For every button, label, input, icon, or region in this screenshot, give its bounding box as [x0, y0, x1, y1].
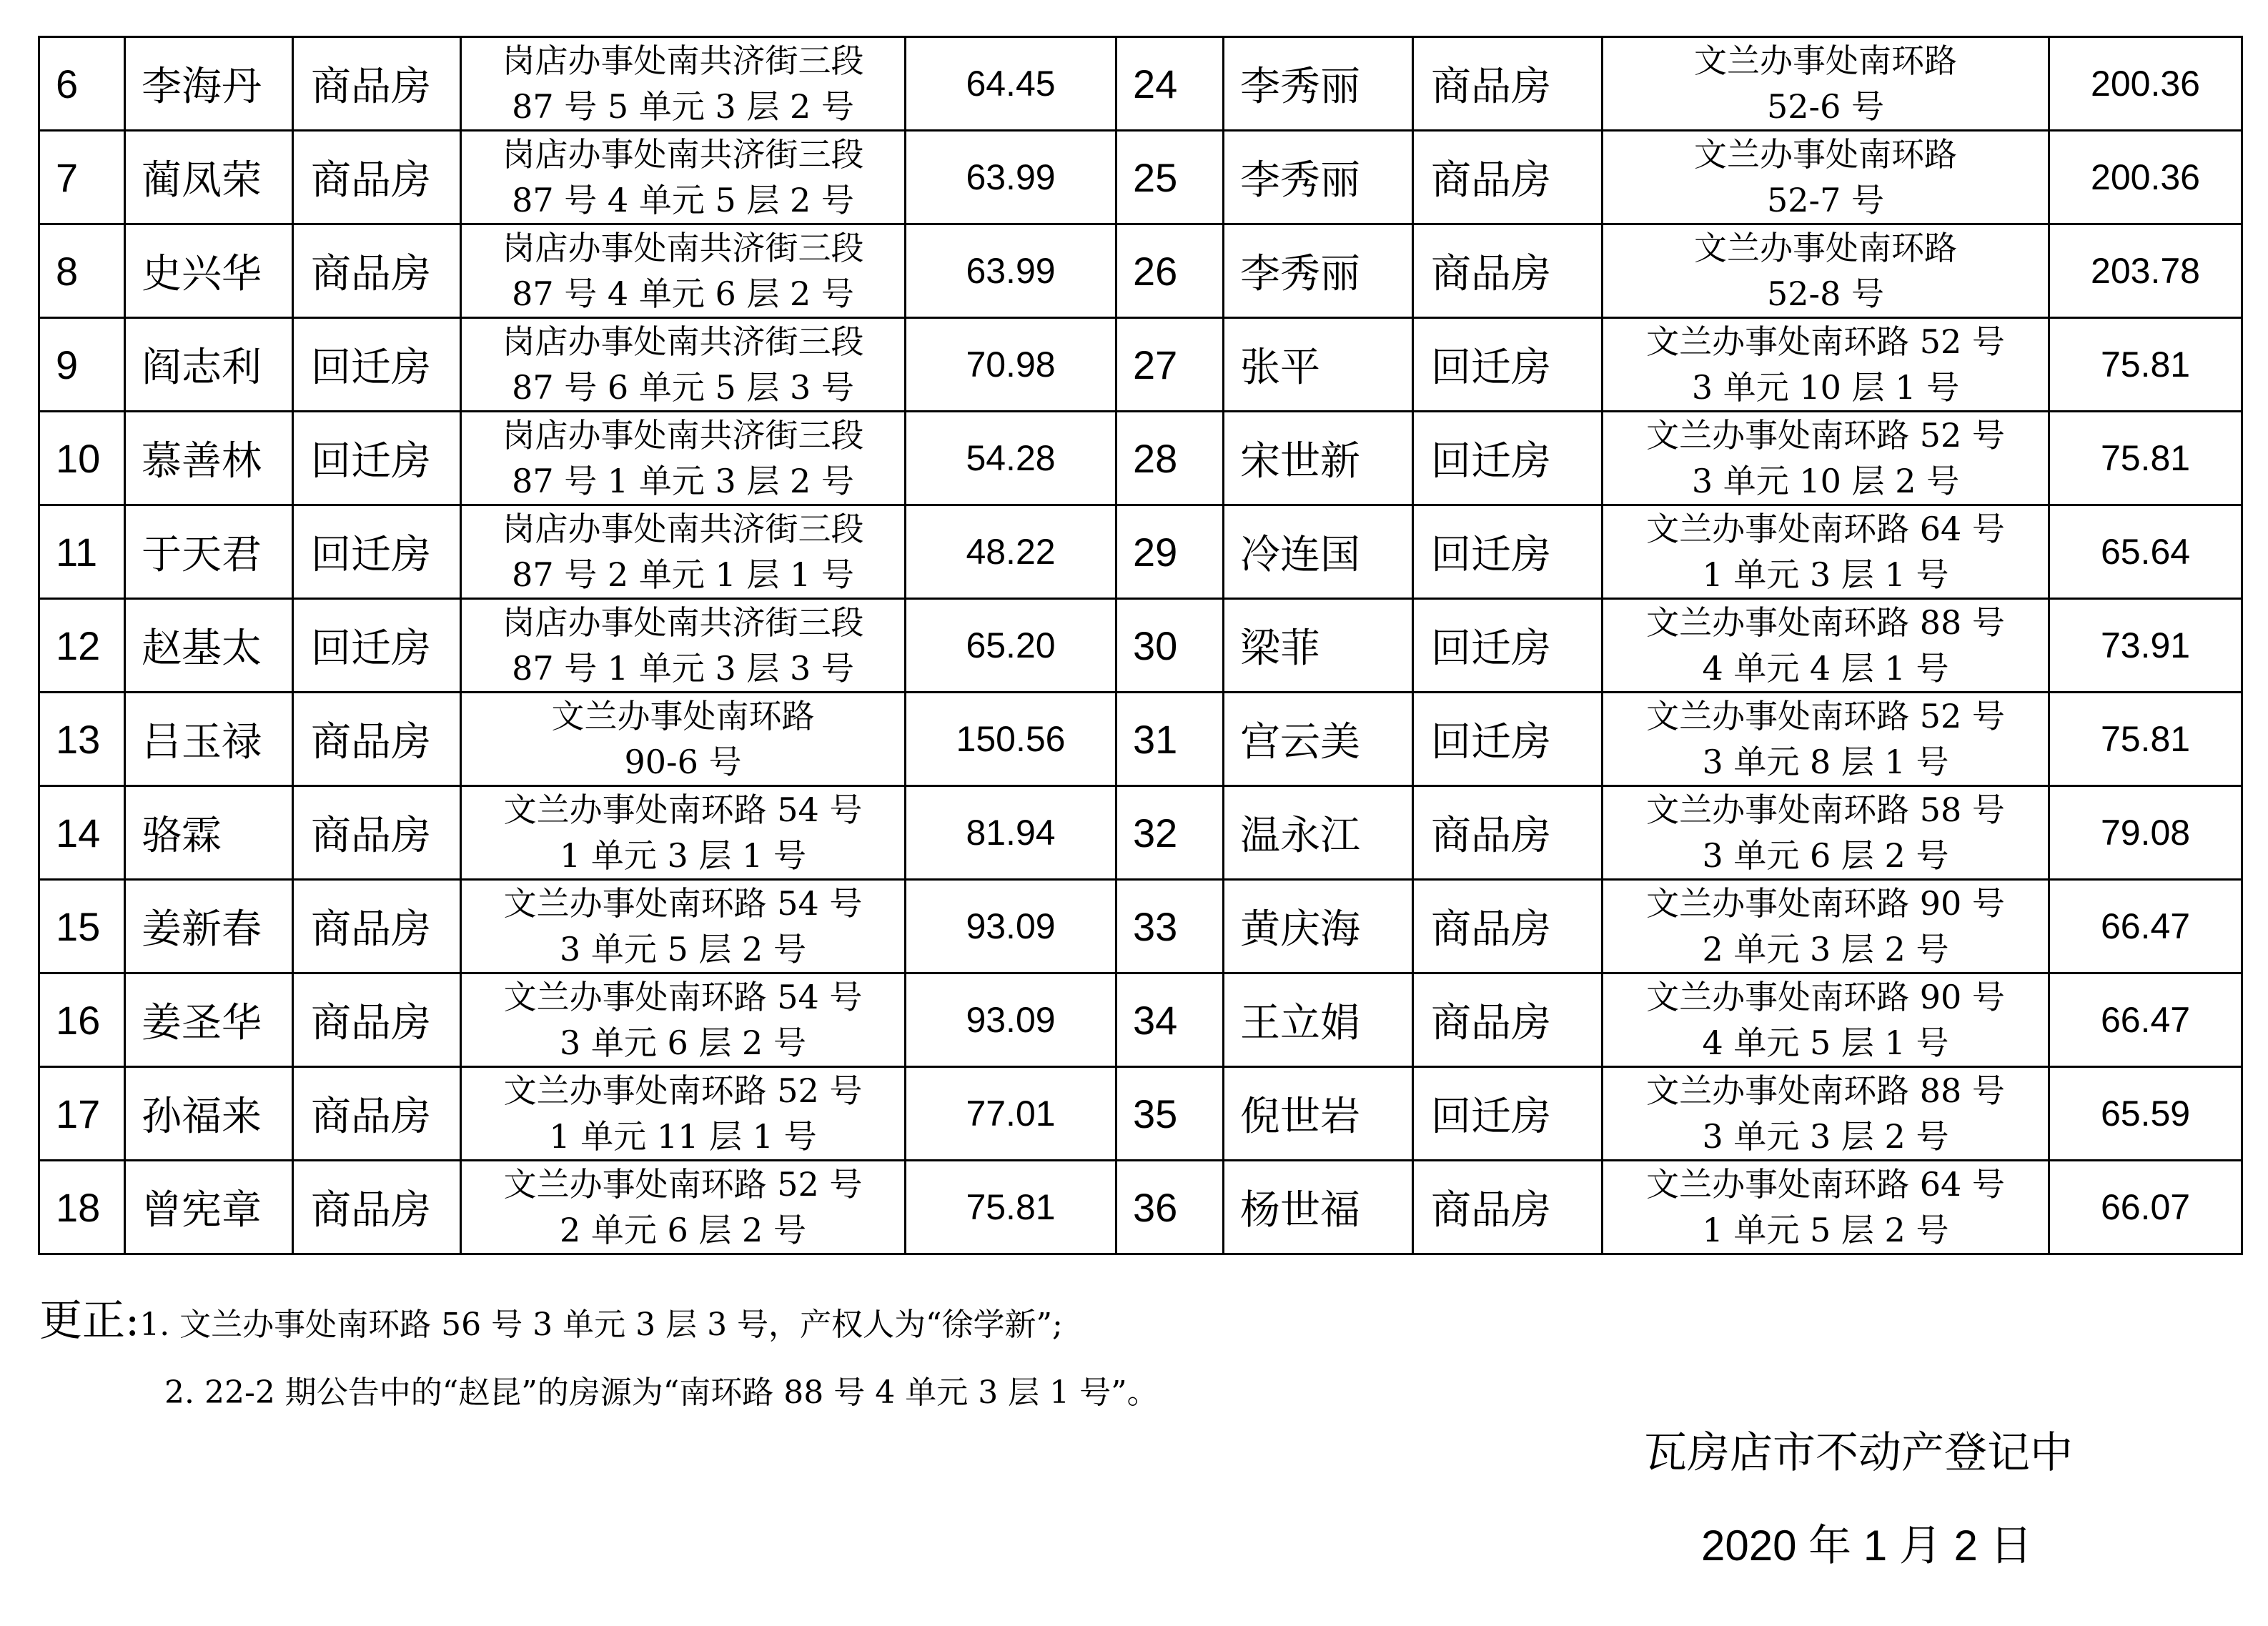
record-number-cell: 24 [1116, 37, 1224, 131]
table-row [39, 786, 2242, 880]
address-line-1: 文兰办事处南环路 52 号 [503, 1165, 863, 1204]
address-line-1: 文兰办事处南环路 52 号 [1646, 322, 2005, 361]
housing-type-cell: 商品房 [293, 693, 461, 786]
owner-name-cell: 姜新春 [125, 880, 293, 973]
owner-name-cell: 赵基太 [125, 599, 293, 693]
housing-type-cell: 商品房 [293, 1067, 461, 1161]
table-row [39, 973, 2242, 1067]
address-line-2: 1 单元 3 层 1 号 [560, 836, 806, 875]
address-line-2: 87 号 4 单元 6 层 2 号 [512, 274, 854, 313]
owner-name-cell: 冷连国 [1224, 505, 1413, 599]
address-cell [1603, 1067, 2049, 1161]
housing-type-cell: 回迁房 [1413, 318, 1603, 412]
address-line-2: 2 单元 3 层 2 号 [1702, 930, 1949, 968]
address-line-1: 文兰办事处南环路 [1694, 229, 1957, 267]
record-number-cell: 18 [39, 1161, 125, 1254]
address-line-1: 文兰办事处南环路 90 号 [1646, 884, 2005, 923]
area-cell: 64.45 [906, 37, 1116, 131]
housing-type-cell: 商品房 [1413, 786, 1603, 880]
table-body [39, 37, 2242, 1254]
record-number-cell: 14 [39, 786, 125, 880]
record-number-cell: 36 [1116, 1161, 1224, 1254]
housing-type-cell: 商品房 [293, 131, 461, 224]
owner-name-cell: 黄庆海 [1224, 880, 1413, 973]
owner-name-cell: 李秀丽 [1224, 224, 1413, 318]
area-cell: 66.47 [2049, 973, 2242, 1067]
address-line-2: 3 单元 10 层 2 号 [1691, 462, 1960, 500]
address-cell [1603, 786, 2049, 880]
address-line-1: 文兰办事处南环路 58 号 [1646, 790, 2005, 829]
corrections-label: 更正: [39, 1296, 140, 1346]
address-line-2: 3 单元 10 层 1 号 [1691, 368, 1960, 407]
owner-name-cell: 慕善林 [125, 412, 293, 505]
record-number-cell: 32 [1116, 786, 1224, 880]
housing-type-cell: 回迁房 [1413, 412, 1603, 505]
owner-name-cell: 骆霖 [125, 786, 293, 880]
address-cell [1603, 505, 2049, 599]
owner-name-cell: 曾宪章 [125, 1161, 293, 1254]
address-cell [1603, 1161, 2049, 1254]
address-line-2: 87 号 2 单元 1 层 1 号 [512, 555, 854, 594]
record-number-cell: 9 [39, 318, 125, 412]
table-row [39, 224, 2242, 318]
housing-type-cell: 商品房 [293, 1161, 461, 1254]
address-line-2: 87 号 1 单元 3 层 2 号 [512, 462, 854, 500]
table-row [39, 693, 2242, 786]
record-number-cell: 35 [1116, 1067, 1224, 1161]
address-line-2: 4 单元 5 层 1 号 [1702, 1023, 1949, 1062]
area-cell: 75.81 [2049, 693, 2242, 786]
record-number-cell: 7 [39, 131, 125, 224]
address-line-2: 87 号 5 单元 3 层 2 号 [512, 87, 854, 126]
address-line-2: 90-6 号 [624, 743, 742, 781]
address-line-2: 87 号 4 单元 5 层 2 号 [512, 181, 854, 219]
housing-type-cell: 回迁房 [293, 599, 461, 693]
area-cell: 93.09 [906, 880, 1116, 973]
owner-name-cell: 吕玉禄 [125, 693, 293, 786]
record-number-cell: 15 [39, 880, 125, 973]
area-cell: 75.81 [906, 1161, 1116, 1254]
housing-type-cell: 商品房 [1413, 973, 1603, 1067]
area-cell: 73.91 [2049, 599, 2242, 693]
area-cell: 66.07 [2049, 1161, 2242, 1254]
housing-type-cell: 商品房 [1413, 880, 1603, 973]
record-number-cell: 27 [1116, 318, 1224, 412]
address-line-1: 岗店办事处南共济街三段 [502, 41, 864, 80]
area-cell: 48.22 [906, 505, 1116, 599]
address-cell [1603, 973, 2049, 1067]
area-cell: 150.56 [906, 693, 1116, 786]
area-cell: 75.81 [2049, 412, 2242, 505]
area-cell: 65.20 [906, 599, 1116, 693]
address-line-2: 3 单元 6 层 2 号 [1702, 836, 1949, 875]
area-cell: 63.99 [906, 131, 1116, 224]
table-row [39, 412, 2242, 505]
address-line-2: 87 号 6 单元 5 层 3 号 [512, 368, 854, 407]
correction-line-2 [164, 1367, 1159, 1412]
area-cell: 65.59 [2049, 1067, 2242, 1161]
address-line-1: 岗店办事处南共济街三段 [502, 416, 864, 455]
area-cell: 200.36 [2049, 131, 2242, 224]
address-cell [461, 412, 906, 505]
record-number-cell: 10 [39, 412, 125, 505]
address-cell [461, 37, 906, 131]
address-line-2: 3 单元 3 层 2 号 [1702, 1117, 1949, 1156]
housing-type-cell: 商品房 [293, 786, 461, 880]
table-row [39, 505, 2242, 599]
address-cell [461, 880, 906, 973]
address-cell [1603, 224, 2049, 318]
housing-type-cell: 回迁房 [1413, 693, 1603, 786]
address-cell [1603, 880, 2049, 973]
housing-type-cell: 商品房 [1413, 224, 1603, 318]
address-line-1: 文兰办事处南环路 [551, 697, 815, 735]
address-line-2: 52-8 号 [1767, 274, 1884, 313]
address-cell [461, 318, 906, 412]
table-row [39, 880, 2242, 973]
record-number-cell: 16 [39, 973, 125, 1067]
table-row [39, 1067, 2242, 1161]
address-cell [461, 693, 906, 786]
correction-item-2: 2. 22-2 期公告中的“赵昆”的房源为“南环路 88 号 4 单元 3 层 1 号”。 [164, 1374, 1159, 1411]
record-number-cell: 28 [1116, 412, 1224, 505]
owner-name-cell: 李秀丽 [1224, 37, 1413, 131]
address-line-1: 文兰办事处南环路 52 号 [1646, 416, 2005, 455]
record-number-cell: 26 [1116, 224, 1224, 318]
area-cell: 93.09 [906, 973, 1116, 1067]
housing-type-cell: 回迁房 [1413, 1067, 1603, 1161]
area-cell: 65.64 [2049, 505, 2242, 599]
housing-type-cell: 回迁房 [293, 505, 461, 599]
address-cell [1603, 599, 2049, 693]
address-line-1: 文兰办事处南环路 54 号 [503, 790, 863, 829]
address-line-2: 1 单元 3 层 1 号 [1702, 555, 1949, 594]
address-cell [461, 1067, 906, 1161]
address-line-2: 3 单元 6 层 2 号 [560, 1023, 806, 1062]
address-cell [461, 505, 906, 599]
housing-type-cell: 商品房 [293, 973, 461, 1067]
record-number-cell: 6 [39, 37, 125, 131]
area-cell: 75.81 [2049, 318, 2242, 412]
address-cell [1603, 318, 2049, 412]
address-line-1: 岗店办事处南共济街三段 [502, 510, 864, 548]
address-cell [1603, 412, 2049, 505]
housing-type-cell: 商品房 [1413, 1161, 1603, 1254]
record-number-cell: 11 [39, 505, 125, 599]
address-line-1: 岗店办事处南共济街三段 [502, 322, 864, 361]
record-number-cell: 13 [39, 693, 125, 786]
owner-name-cell: 王立娟 [1224, 973, 1413, 1067]
housing-type-cell: 回迁房 [293, 318, 461, 412]
property-registry-table [38, 36, 2243, 1255]
address-line-1: 文兰办事处南环路 64 号 [1646, 1165, 2005, 1204]
area-cell: 66.47 [2049, 880, 2242, 973]
address-line-1: 文兰办事处南环路 [1694, 41, 1957, 80]
address-line-2: 87 号 1 单元 3 层 3 号 [512, 649, 854, 688]
record-number-cell: 34 [1116, 973, 1224, 1067]
address-line-1: 文兰办事处南环路 54 号 [503, 978, 863, 1016]
area-cell: 79.08 [2049, 786, 2242, 880]
owner-name-cell: 宫云美 [1224, 693, 1413, 786]
address-cell [461, 599, 906, 693]
address-cell [461, 224, 906, 318]
address-line-1: 岗店办事处南共济街三段 [502, 229, 864, 267]
address-line-1: 文兰办事处南环路 64 号 [1646, 510, 2005, 548]
address-cell [461, 131, 906, 224]
owner-name-cell: 温永江 [1224, 786, 1413, 880]
housing-type-cell: 商品房 [1413, 37, 1603, 131]
owner-name-cell: 姜圣华 [125, 973, 293, 1067]
owner-name-cell: 于天君 [125, 505, 293, 599]
correction-line-1 [39, 1287, 1063, 1348]
address-line-1: 岗店办事处南共济街三段 [502, 135, 864, 174]
record-number-cell: 12 [39, 599, 125, 693]
housing-type-cell: 商品房 [293, 37, 461, 131]
area-cell: 54.28 [906, 412, 1116, 505]
owner-name-cell: 李秀丽 [1224, 131, 1413, 224]
address-line-2: 1 单元 5 层 2 号 [1702, 1211, 1949, 1249]
address-line-2: 3 单元 5 层 2 号 [560, 930, 806, 968]
address-line-2: 2 单元 6 层 2 号 [560, 1211, 806, 1249]
owner-name-cell: 杨世福 [1224, 1161, 1413, 1254]
address-line-2: 52-6 号 [1767, 87, 1884, 126]
housing-type-cell: 商品房 [293, 880, 461, 973]
area-cell: 70.98 [906, 318, 1116, 412]
record-number-cell: 33 [1116, 880, 1224, 973]
housing-type-cell: 回迁房 [1413, 505, 1603, 599]
address-line-1: 文兰办事处南环路 52 号 [1646, 697, 2005, 735]
address-line-2: 4 单元 4 层 1 号 [1702, 649, 1949, 688]
address-line-1: 文兰办事处南环路 54 号 [503, 884, 863, 923]
owner-name-cell: 史兴华 [125, 224, 293, 318]
issuing-organization: 瓦房店市不动产登记中 [1644, 1428, 2073, 1478]
record-number-cell: 30 [1116, 599, 1224, 693]
address-line-2: 1 单元 11 层 1 号 [549, 1117, 817, 1156]
owner-name-cell: 李海丹 [125, 37, 293, 131]
address-line-1: 岗店办事处南共济街三段 [502, 603, 864, 642]
area-cell: 203.78 [2049, 224, 2242, 318]
record-number-cell: 17 [39, 1067, 125, 1161]
address-cell [1603, 131, 2049, 224]
record-number-cell: 8 [39, 224, 125, 318]
owner-name-cell: 孙福来 [125, 1067, 293, 1161]
owner-name-cell: 阎志利 [125, 318, 293, 412]
housing-type-cell: 商品房 [293, 224, 461, 318]
address-line-2: 3 单元 8 层 1 号 [1702, 743, 1949, 781]
address-line-1: 文兰办事处南环路 52 号 [503, 1071, 863, 1110]
area-cell: 77.01 [906, 1067, 1116, 1161]
table-row [39, 131, 2242, 224]
table-row [39, 1161, 2242, 1254]
owner-name-cell: 梁菲 [1224, 599, 1413, 693]
issue-date: 2020 年 1 月 2 日 [1701, 1522, 2033, 1570]
owner-name-cell: 张平 [1224, 318, 1413, 412]
housing-type-cell: 回迁房 [1413, 599, 1603, 693]
address-cell [461, 786, 906, 880]
housing-type-cell: 商品房 [1413, 131, 1603, 224]
address-line-1: 文兰办事处南环路 88 号 [1646, 603, 2005, 642]
table-row [39, 318, 2242, 412]
record-number-cell: 29 [1116, 505, 1224, 599]
address-line-1: 文兰办事处南环路 90 号 [1646, 978, 2005, 1016]
address-cell [1603, 693, 2049, 786]
address-line-1: 文兰办事处南环路 88 号 [1646, 1071, 2005, 1110]
address-line-2: 52-7 号 [1767, 181, 1884, 219]
area-cell: 63.99 [906, 224, 1116, 318]
owner-name-cell: 蔺凤荣 [125, 131, 293, 224]
owner-name-cell: 倪世岩 [1224, 1067, 1413, 1161]
correction-item-1: 1. 文兰办事处南环路 56 号 3 单元 3 层 3 号，产权人为“徐学新”; [139, 1307, 1063, 1343]
area-cell: 200.36 [2049, 37, 2242, 131]
area-cell: 81.94 [906, 786, 1116, 880]
address-cell [1603, 37, 2049, 131]
address-line-1: 文兰办事处南环路 [1694, 135, 1957, 174]
owner-name-cell: 宋世新 [1224, 412, 1413, 505]
table-row [39, 37, 2242, 131]
record-number-cell: 31 [1116, 693, 1224, 786]
address-cell [461, 1161, 906, 1254]
address-cell [461, 973, 906, 1067]
record-number-cell: 25 [1116, 131, 1224, 224]
housing-type-cell: 回迁房 [293, 412, 461, 505]
table-row [39, 599, 2242, 693]
